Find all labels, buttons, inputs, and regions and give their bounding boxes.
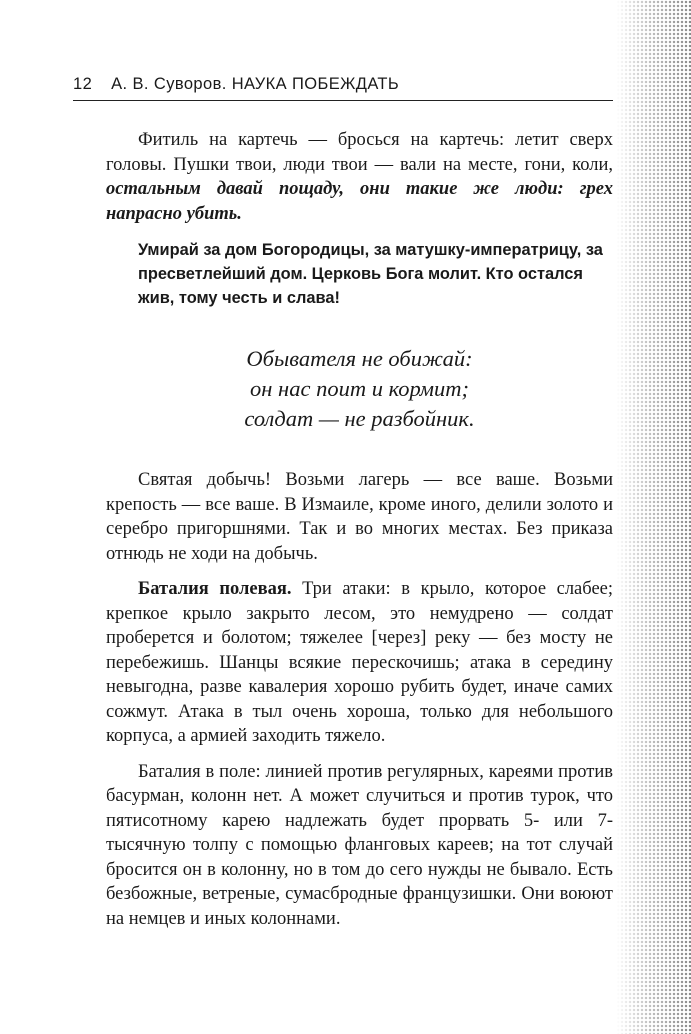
verse-line-1: Обывателя не обижай: bbox=[246, 346, 473, 371]
paragraph-1-normal: Фитиль на картечь — бросься на картечь: летит сверх головы. Пушки твои, люди твои — вали на месте, гони, коли, bbox=[106, 130, 613, 175]
verse-line-2: он нас поит и кормит; bbox=[250, 376, 469, 401]
paragraph-1 bbox=[106, 128, 613, 226]
paragraph-3: Святая добычь! Возьми лагерь — все ваше. Возьми крепость — все ваше. В Измаиле, кроме иного, делили золото и серебро пригоршнями. Так и во многих местах. Без приказа отнюдь не ходи на добычь. bbox=[106, 470, 613, 564]
paragraph-4-rest: Три атаки: в крыло, которое слабее; крепкое крыло закрыто лесом, это немудрено — солдат проберется и болотом; тяжелее [через] реку — без мосту не перебежишь. Шанцы всякие перескочишь; атака в середину невыгодна, разве кавалерия хорошо рубить будет, иначе самих сожмут. Атака в тыл очень хороша, только для небольшого корпуса, а армией заходить тяжело. bbox=[106, 579, 614, 746]
bold-sans-paragraph: Умирай за дом Богородицы, за матушку-императрицу, за пресветлейший дом. Церковь Бога молит. Кто остался жив, тому честь и слава! bbox=[138, 241, 603, 307]
book-title: А. В. Суворов. НАУКА ПОБЕЖДАТЬ bbox=[111, 75, 400, 93]
verse-line-3: солдат — не разбойник. bbox=[244, 406, 475, 431]
page-number: 12 bbox=[73, 75, 93, 93]
verse-block bbox=[106, 344, 613, 434]
halftone-page-edge bbox=[616, 0, 691, 1034]
paragraph-1-emphasis: остальным давай пощаду, они такие же люди: грех напрасно убить. bbox=[106, 179, 613, 224]
paragraph-4 bbox=[106, 577, 613, 749]
paragraph-4-lead: Баталия полевая. bbox=[138, 579, 292, 599]
running-header bbox=[73, 74, 613, 101]
main-text bbox=[106, 468, 613, 931]
paragraph-5: Баталия в поле: линией против регулярных, кареями против басурман, колонн нет. А может случиться и против турок, что пятисотному карею надлежать будет прорвать 5- или 7-тысячную толпу с помощью фланговых кареев; на тот случай бросится он в колонну, но в том до сего нужды не бывало. Есть безбожные, ветреные, сумасбродные французишки. Они воюют на немцев и иных колоннами. bbox=[106, 761, 613, 929]
paragraph-1-text bbox=[106, 128, 613, 226]
